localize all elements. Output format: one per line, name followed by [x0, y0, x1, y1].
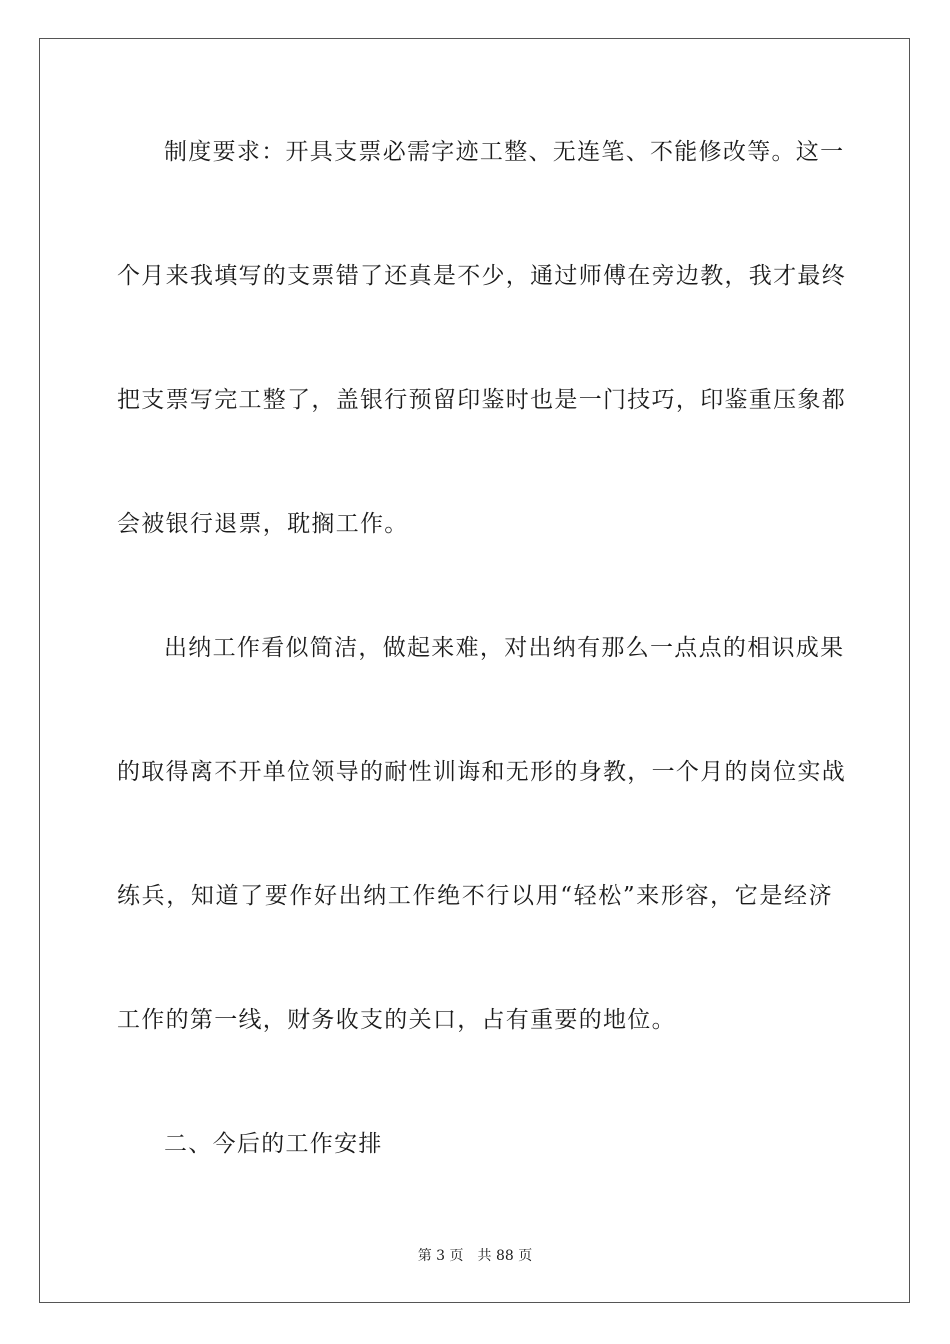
body-text-line: 工作的第一线，财务收支的关口，占有重要的地位。 — [117, 1007, 676, 1033]
body-text-line: 会被银行退票，耽搁工作。 — [117, 511, 409, 537]
body-text-line: 的取得离不开单位领导的耐性训诲和无形的身教，一个月的岗位实战 — [117, 759, 846, 785]
body-text-line: 练兵，知道了要作好出纳工作绝不行以用“轻松”来形容，它是经济 — [117, 883, 833, 909]
section-heading: 二、今后的工作安排 — [164, 1131, 383, 1157]
body-text-line: 个月来我填写的支票错了还真是不少，通过师傅在旁边教，我才最终 — [117, 263, 846, 289]
page-number-footer: 第 3 页 共 88 页 — [417, 1248, 533, 1264]
body-text-line: 制度要求：开具支票必需字迹工整、无连笔、不能修改等。这一 — [164, 139, 845, 165]
body-text-line: 出纳工作看似简洁，做起来难，对出纳有那么一点点的相识成果 — [164, 635, 845, 661]
page-border — [39, 38, 910, 1303]
body-text-line: 把支票写完工整了，盖银行预留印鉴时也是一门技巧，印鉴重压象都 — [117, 387, 846, 413]
